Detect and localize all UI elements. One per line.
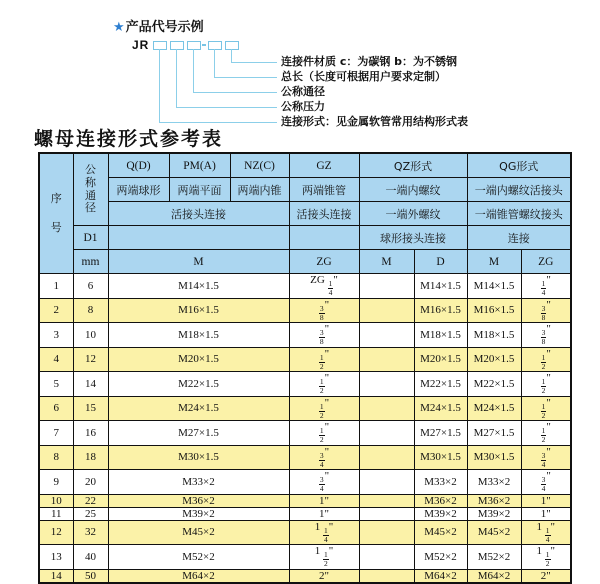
diagram-label-pressure: 公称压力: [281, 100, 325, 113]
table-cell: 6: [39, 396, 73, 421]
table-cell: 14: [39, 569, 73, 583]
table-cell: 3: [39, 323, 73, 348]
header-dn-label: 公 称 通 径: [85, 163, 96, 215]
table-cell: M16×1.5: [108, 298, 289, 323]
table-cell: M30×1.5: [467, 445, 521, 470]
table-cell: M14×1.5: [467, 274, 521, 299]
fraction: $\frac{1}{2}$: [541, 377, 546, 396]
connector-line: [159, 49, 160, 122]
code-dash: [202, 44, 206, 46]
table-cell: 10: [39, 494, 73, 507]
table-row: [39, 445, 571, 470]
table-cell: 1 $\frac{1}{4}$ ": [289, 520, 359, 545]
header-unit-zg-gz: ZG: [289, 250, 359, 274]
table-cell: M20×1.5: [467, 347, 521, 372]
table-cell: M52×2: [467, 545, 521, 570]
connector-line: [193, 49, 194, 92]
diagram-heading-text: 产品代号示例: [125, 20, 204, 35]
table-cell: 8: [73, 298, 108, 323]
table-cell: $\frac{3}{4}$ ": [521, 470, 571, 495]
table-cell: M20×1.5: [108, 347, 289, 372]
header-col-gz: GZ: [289, 153, 359, 178]
table-cell: [359, 545, 414, 570]
header-sub-nz: 两端内锥: [230, 178, 289, 202]
table-cell: 10: [73, 323, 108, 348]
header-unit-d-qz: D: [414, 250, 467, 274]
table-row: [39, 520, 571, 545]
fraction: $\frac{1}{2}$: [541, 401, 546, 420]
table-cell: 5: [39, 372, 73, 397]
table-cell: M45×2: [108, 520, 289, 545]
table-row: [39, 507, 571, 520]
table-cell: 16: [73, 421, 108, 446]
table-row: [39, 569, 571, 583]
table-cell: 1 $\frac{1}{2}$ ": [521, 545, 571, 570]
empty-cell: [289, 226, 359, 250]
table-cell: [359, 520, 414, 545]
table-cell: 4: [39, 347, 73, 372]
table-cell: 2: [39, 298, 73, 323]
table-cell: M64×2: [414, 569, 467, 583]
table-cell: [359, 445, 414, 470]
header-mm: mm: [73, 250, 108, 274]
table-cell: M22×1.5: [467, 372, 521, 397]
fraction: $\frac{1}{2}$: [319, 352, 324, 371]
table-row: [39, 494, 571, 507]
table-cell: [359, 494, 414, 507]
nut-connection-reference-table: [38, 152, 572, 584]
header-sub-qg: 一端内螺纹活接头: [467, 178, 571, 202]
connector-line: [231, 49, 232, 62]
table-cell: 1": [521, 494, 571, 507]
header-col-q: Q(D): [108, 153, 169, 178]
header-unit-m-main: M: [108, 250, 289, 274]
table-cell: 12: [39, 520, 73, 545]
header-sub-pm: 两端平面: [169, 178, 230, 202]
table-cell: 1: [39, 274, 73, 299]
table-cell: 2": [289, 569, 359, 583]
header-union-left: 活接头连接: [108, 202, 289, 226]
table-cell: M24×1.5: [414, 396, 467, 421]
header-ball-joint-qz: 球形接头连接: [359, 226, 467, 250]
fraction: $\frac{1}{4}$: [328, 279, 333, 298]
connector-line: [231, 62, 277, 63]
table-cell: 14: [73, 372, 108, 397]
table-cell: 6: [73, 274, 108, 299]
fraction: $\frac{1}{4}$: [541, 279, 546, 298]
header-seq-label: 序 号: [50, 191, 62, 234]
table-cell: M27×1.5: [414, 421, 467, 446]
table-cell: $\frac{3}{8}$ ": [521, 323, 571, 348]
fraction: $\frac{1}{2}$: [319, 377, 324, 396]
star-icon: ★: [113, 20, 125, 35]
header-unit-m-qg: M: [467, 250, 521, 274]
table-cell: M36×2: [108, 494, 289, 507]
table-cell: M39×2: [467, 507, 521, 520]
table-title: 螺母连接形式参考表: [34, 128, 224, 150]
table-cell: M14×1.5: [108, 274, 289, 299]
connector-line: [176, 107, 277, 108]
table-cell: M36×2: [414, 494, 467, 507]
table-cell: M45×2: [414, 520, 467, 545]
fraction: $\frac{3}{4}$: [541, 450, 546, 469]
table-cell: [359, 569, 414, 583]
header-union-gz: 活接头连接: [289, 202, 359, 226]
table-cell: M52×2: [108, 545, 289, 570]
table-row: [39, 545, 571, 570]
table-cell: $\frac{3}{8}$ ": [521, 298, 571, 323]
header-col-qz: QZ形式: [359, 153, 467, 178]
header-d1: D1: [73, 226, 108, 250]
code-box-5: [225, 41, 239, 50]
table-cell: 1": [289, 494, 359, 507]
table-cell: M30×1.5: [414, 445, 467, 470]
header-dn: [73, 153, 108, 226]
connector-line: [214, 77, 277, 78]
table-cell: 32: [73, 520, 108, 545]
table-cell: 11: [39, 507, 73, 520]
table-cell: $\frac{3}{4}$ ": [289, 445, 359, 470]
table-cell: $\frac{3}{4}$ ": [521, 445, 571, 470]
table-row: [39, 421, 571, 446]
header-col-nz: NZ(C): [230, 153, 289, 178]
table-cell: M18×1.5: [467, 323, 521, 348]
table-cell: 22: [73, 494, 108, 507]
table-cell: $\frac{1}{2}$ ": [521, 347, 571, 372]
table-cell: 40: [73, 545, 108, 570]
table-cell: M45×2: [467, 520, 521, 545]
table-cell: [359, 421, 414, 446]
diagram-label-length: 总长（长度可根据用户要求定制）: [281, 70, 446, 83]
diagram-heading: [113, 16, 204, 35]
table-cell: M33×2: [467, 470, 521, 495]
table-cell: [359, 372, 414, 397]
table-row: [39, 470, 571, 495]
table-cell: 1": [521, 507, 571, 520]
table-cell: M16×1.5: [414, 298, 467, 323]
fraction: $\frac{3}{4}$: [541, 475, 546, 494]
table-cell: 20: [73, 470, 108, 495]
fraction: $\frac{1}{2}$: [319, 401, 324, 420]
connector-line: [176, 49, 177, 107]
table-cell: M16×1.5: [467, 298, 521, 323]
fraction: $\frac{1}{2}$: [319, 426, 324, 445]
table-cell: [359, 298, 414, 323]
table-cell: $\frac{1}{2}$ ": [289, 421, 359, 446]
table-row: [39, 372, 571, 397]
fraction: $\frac{1}{2}$: [541, 426, 546, 445]
table-cell: 13: [39, 545, 73, 570]
connector-line: [193, 92, 277, 93]
fraction: $\frac{3}{8}$: [319, 328, 324, 347]
fraction: $\frac{3}{8}$: [319, 303, 324, 322]
header-seq: [39, 153, 73, 274]
table-cell: M22×1.5: [414, 372, 467, 397]
table-cell: M18×1.5: [108, 323, 289, 348]
table-cell: [359, 274, 414, 299]
table-cell: 1 $\frac{1}{2}$ ": [289, 545, 359, 570]
fraction: $\frac{1}{4}$: [324, 525, 328, 544]
table-cell: ZG $\frac{1}{4}$ ": [289, 274, 359, 299]
table-cell: M39×2: [414, 507, 467, 520]
table-cell: 1": [289, 507, 359, 520]
code-box-1: [153, 41, 167, 50]
table-cell: [359, 507, 414, 520]
fraction: $\frac{3}{4}$: [319, 450, 324, 469]
table-cell: $\frac{1}{2}$ ": [521, 396, 571, 421]
table-cell: 15: [73, 396, 108, 421]
fraction: $\frac{1}{2}$: [545, 550, 550, 569]
table-cell: M24×1.5: [108, 396, 289, 421]
table-cell: 7: [39, 421, 73, 446]
fraction: $\frac{1}{2}$: [324, 550, 328, 569]
table-cell: M24×1.5: [467, 396, 521, 421]
table-cell: 1 $\frac{1}{4}$ ": [521, 520, 571, 545]
table-cell: [359, 396, 414, 421]
table-cell: $\frac{1}{4}$ ": [521, 274, 571, 299]
header-sub-qz: 一端内螺纹: [359, 178, 467, 202]
code-box-2: [170, 41, 184, 50]
table-cell: 12: [73, 347, 108, 372]
table-cell: M27×1.5: [467, 421, 521, 446]
table-cell: 9: [39, 470, 73, 495]
header-ext-thread-qz: 一端外螺纹: [359, 202, 467, 226]
code-prefix: JR: [132, 38, 150, 52]
table-cell: $\frac{1}{2}$ ": [521, 372, 571, 397]
header-taper-joint-qg: 一端锥管螺纹接头: [467, 202, 571, 226]
connector-line: [159, 122, 277, 123]
header-unit-zg-qg: ZG: [521, 250, 571, 274]
table-cell: M52×2: [414, 545, 467, 570]
header-col-qg: QG形式: [467, 153, 571, 178]
fraction: $\frac{3}{8}$: [541, 303, 546, 322]
table-cell: M64×2: [108, 569, 289, 583]
table-cell: 18: [73, 445, 108, 470]
table-cell: $\frac{1}{2}$ ": [289, 396, 359, 421]
fraction: $\frac{3}{4}$: [319, 475, 324, 494]
table-cell: $\frac{1}{2}$ ": [289, 347, 359, 372]
table-cell: M22×1.5: [108, 372, 289, 397]
table-cell: M36×2: [467, 494, 521, 507]
table-row: [39, 347, 571, 372]
table-cell: $\frac{3}{4}$ ": [289, 470, 359, 495]
table-cell: $\frac{3}{8}$ ": [289, 323, 359, 348]
diagram-label-material: 连接件材质 c：为碳钢 b：为不锈钢: [281, 55, 458, 68]
table-cell: M33×2: [108, 470, 289, 495]
diagram-label-connection: 连接形式：见金属软管常用结构形式表: [281, 115, 468, 128]
table-cell: $\frac{1}{2}$ ": [521, 421, 571, 446]
code-box-3: [187, 41, 201, 50]
table-cell: 50: [73, 569, 108, 583]
table-cell: M27×1.5: [108, 421, 289, 446]
table-cell: [359, 347, 414, 372]
table-cell: 8: [39, 445, 73, 470]
table-cell: M30×1.5: [108, 445, 289, 470]
header-sub-gz: 两端锥管: [289, 178, 359, 202]
header-sub-q: 两端球形: [108, 178, 169, 202]
table-cell: 25: [73, 507, 108, 520]
table-cell: M64×2: [467, 569, 521, 583]
table-cell: $\frac{3}{8}$ ": [289, 298, 359, 323]
connector-line: [214, 49, 215, 77]
header-connect-qg: 连接: [467, 226, 571, 250]
fraction: $\frac{1}{4}$: [545, 525, 550, 544]
table-cell: [359, 470, 414, 495]
diagram-label-diameter: 公称通径: [281, 85, 325, 98]
header-col-pm: PM(A): [169, 153, 230, 178]
table-row: [39, 323, 571, 348]
table-cell: M18×1.5: [414, 323, 467, 348]
code-box-4: [208, 41, 222, 50]
empty-cell: [108, 226, 289, 250]
table-cell: M33×2: [414, 470, 467, 495]
table-cell: M20×1.5: [414, 347, 467, 372]
table-row: [39, 396, 571, 421]
table-cell: $\frac{1}{2}$ ": [289, 372, 359, 397]
table-cell: M39×2: [108, 507, 289, 520]
table-cell: M14×1.5: [414, 274, 467, 299]
table-row: [39, 274, 571, 299]
table-cell: [359, 323, 414, 348]
header-unit-m-qz: M: [359, 250, 414, 274]
fraction: $\frac{3}{8}$: [541, 328, 546, 347]
fraction: $\frac{1}{2}$: [541, 352, 546, 371]
table-row: [39, 298, 571, 323]
table-cell: 2": [521, 569, 571, 583]
